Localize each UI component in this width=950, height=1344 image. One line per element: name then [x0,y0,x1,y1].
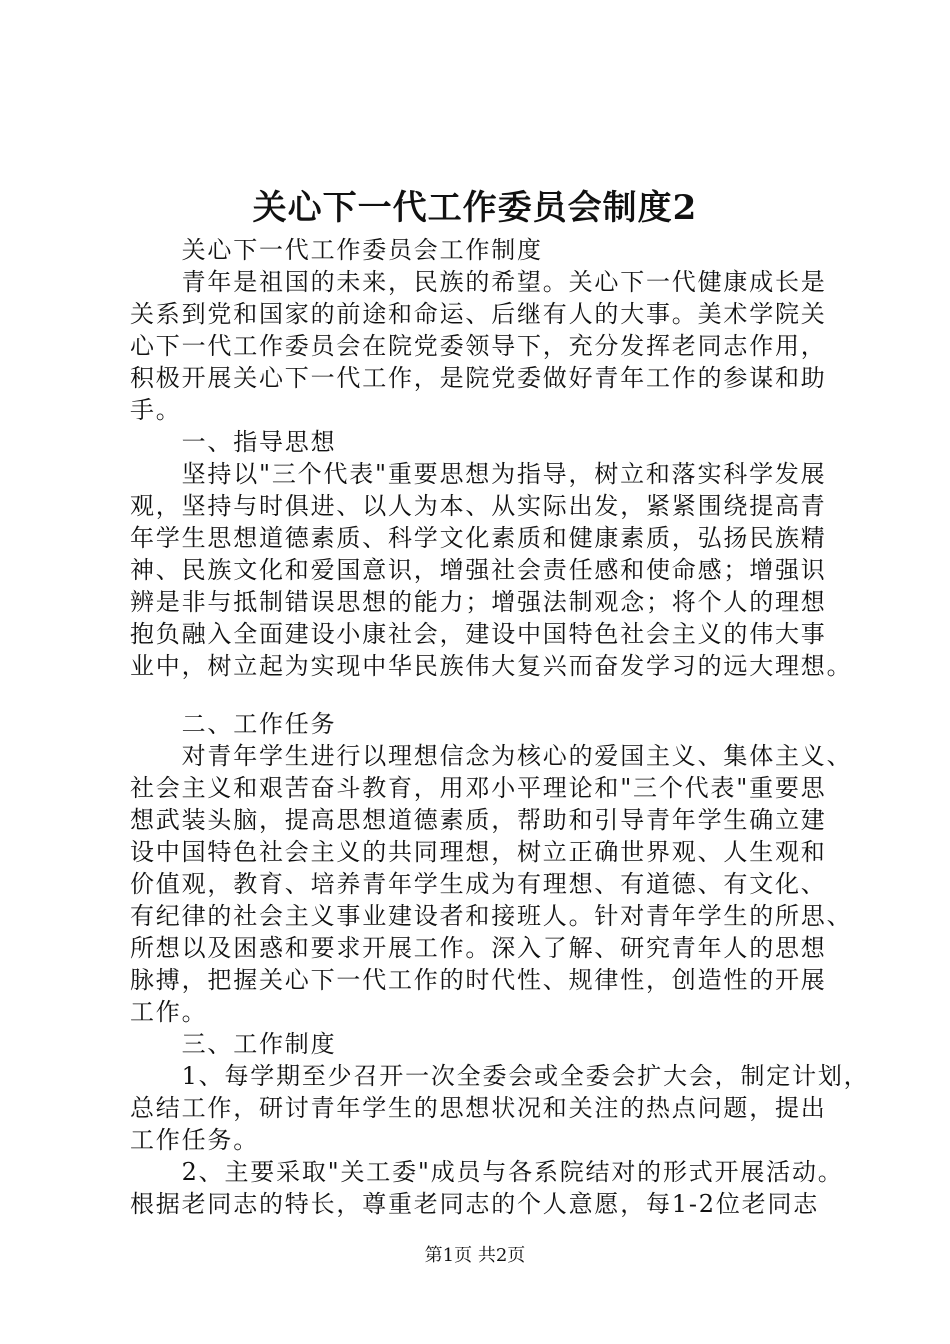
paragraph-line: 观，坚持与时俱进、以人为本、从实际出发，紧紧围绕提高青 [130,492,827,520]
paragraph-line: 总结工作，研讨青年学生的思想状况和关注的热点问题，提出 [130,1094,827,1122]
paragraph-line: 脉搏，把握关心下一代工作的时代性、规律性，创造性的开展 [130,966,827,994]
paragraph-line: 业中，树立起为实现中华民族伟大复兴而奋发学习的远大理想。 [130,652,853,680]
paragraph-line: 关系到党和国家的前途和命运、后继有人的大事。美术学院关 [130,300,827,328]
paragraph-line [130,682,830,708]
paragraph-line: 坚持以"三个代表"重要思想为指导，树立和落实科学发展 [130,460,827,488]
paragraph-line: 想武装头脑，提高思想道德素质，帮助和引导青年学生确立建 [130,806,827,834]
paragraph-line: 三、工作制度 [130,1030,337,1058]
paragraph-line: 价值观，教育、培养青年学生成为有理想、有道德、有文化、 [130,870,827,898]
paragraph-line: 对青年学生进行以理想信念为核心的爱国主义、集体主义、 [130,742,853,770]
document-body [130,234,870,1220]
paragraph-line: 工作任务。 [130,1126,259,1154]
paragraph-line: 所想以及困惑和要求开展工作。深入了解、研究青年人的思想 [130,934,827,962]
paragraph-line: 心下一代工作委员会在院党委领导下，充分发挥老同志作用， [130,332,827,360]
paragraph-line: 根据老同志的特长，尊重老同志的个人意愿，每1-2位老同志 [130,1190,820,1218]
paragraph-line: 工作。 [130,998,208,1026]
paragraph-line: 关心下一代工作委员会工作制度 [130,236,543,264]
paragraph-line: 手。 [130,396,182,424]
paragraph-line: 一、指导思想 [130,428,337,456]
paragraph-line: 有纪律的社会主义事业建设者和接班人。针对青年学生的所思、 [130,902,853,930]
document-title: 关心下一代工作委员会制度2 [252,188,698,228]
paragraph-line: 2、主要采取"关工委"成员与各系院结对的形式开展活动。 [130,1158,844,1186]
paragraph-line: 设中国特色社会主义的共同理想，树立正确世界观、人生观和 [130,838,827,866]
paragraph-line: 年学生思想道德素质、科学文化素质和健康素质，弘扬民族精 [130,524,827,552]
paragraph-line: 青年是祖国的未来，民族的希望。关心下一代健康成长是 [130,268,827,296]
paragraph-line: 辨是非与抵制错误思想的能力；增强法制观念；将个人的理想 [130,588,827,616]
paragraph-line: 神、民族文化和爱国意识，增强社会责任感和使命感；增强识 [130,556,827,584]
paragraph-line: 抱负融入全面建设小康社会，建设中国特色社会主义的伟大事 [130,620,827,648]
paragraph-line: 1、每学期至少召开一次全委会或全委会扩大会，制定计划， [130,1062,870,1090]
paragraph-line: 社会主义和艰苦奋斗教育，用邓小平理论和"三个代表"重要思 [130,774,827,802]
paragraph-line: 积极开展关心下一代工作，是院党委做好青年工作的参谋和助 [130,364,827,392]
page-footer: 第1页 共2页 [424,1245,526,1266]
paragraph-line: 二、工作任务 [130,710,337,738]
